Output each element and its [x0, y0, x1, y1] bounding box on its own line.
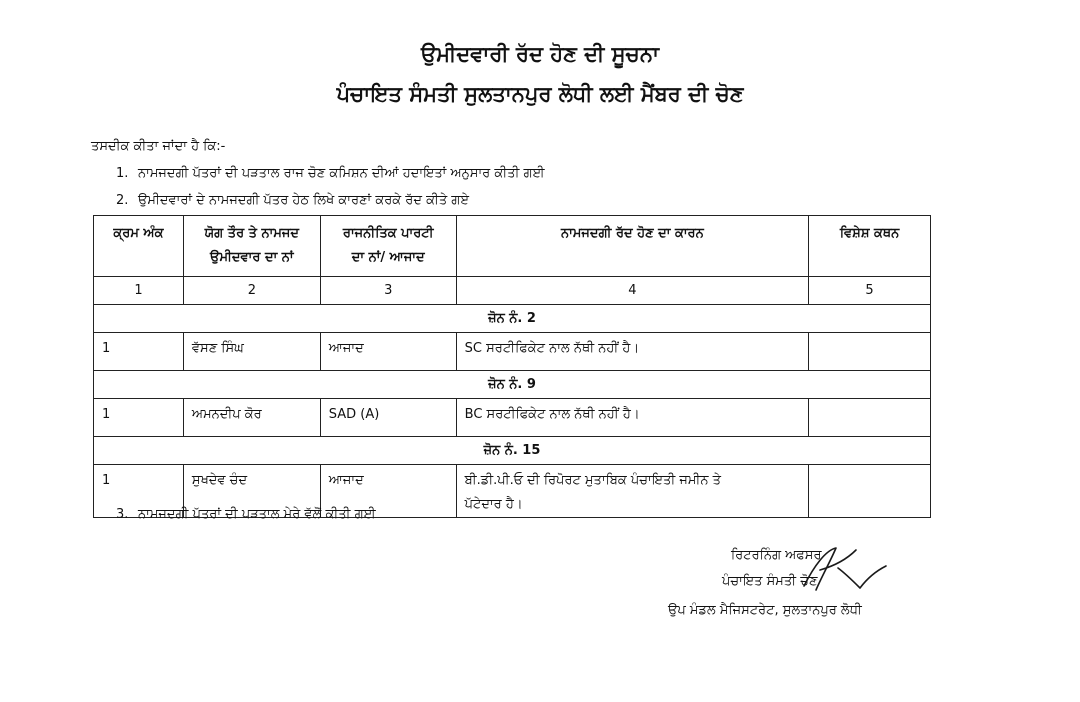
cell-remarks [809, 399, 931, 437]
zone-row [94, 437, 931, 465]
column-number-row [94, 277, 931, 305]
column-number: 2 [183, 277, 320, 305]
cell-serial: 1 [94, 399, 184, 437]
point-2 [116, 193, 469, 208]
column-number: 1 [94, 277, 184, 305]
point-1 [116, 166, 545, 181]
cell-party: SAD (A) [320, 399, 456, 437]
point-text: ਉਮੀਦਵਾਰਾਂ ਦੇ ਨਾਮਜਦਗੀ ਪੱਤਰ ਹੇਠ ਲਿਖੇ ਕਾਰਣਾਂ ਕਰਕੇ ਰੱਦ ਕੀਤੇ ਗਏ [138, 193, 469, 208]
cell-remarks [809, 465, 931, 518]
header-reason: ਨਾਮਜਦਗੀ ਰੱਦ ਹੋਣ ਦਾ ਕਾਰਨ [456, 216, 808, 277]
header-remarks: ਵਿਸ਼ੇਸ਼ ਕਥਨ [809, 216, 931, 277]
cell-candidate-name: ਅਮਨਦੀਪ ਕੋਰ [183, 399, 320, 437]
header-candidate-name: ਯੋਗ ਤੌਰ ਤੇ ਨਾਮਜਦ ਉਮੀਦਵਾਰ ਦਾ ਨਾਂ [183, 216, 320, 277]
zone-label: ਜ਼ੋਨ ਨੰ. 9 [94, 371, 931, 399]
cell-reason: ਬੀ.ਡੀ.ਪੀ.ਓ ਦੀ ਰਿਪੋਰਟ ਮੁਤਾਬਿਕ ਪੰਚਾਇਤੀ ਜਮੀਨ ਤੇ ਪੱਟੇਦਾਰ ਹੈ। [456, 465, 808, 518]
zone-label: ਜ਼ੋਨ ਨੰ. 2 [94, 305, 931, 333]
cell-serial: 1 [94, 465, 184, 518]
point-3 [116, 507, 376, 522]
header-serial: ਕ੍ਰਮ ਅੰਕ [94, 216, 184, 277]
table-header-row [94, 216, 931, 277]
intro-text: ਤਸਦੀਕ ਕੀਤਾ ਜਾਂਦਾ ਹੈ ਕਿ:- [91, 139, 226, 154]
point-number: 3. [116, 507, 129, 522]
cell-reason: SC ਸਰਟੀਫਿਕੇਟ ਨਾਲ ਨੱਥੀ ਨਹੀਂ ਹੈ। [456, 333, 808, 371]
zone-label: ਜ਼ੋਨ ਨੰ. 15 [94, 437, 931, 465]
cell-candidate-name: ਸੁਖਦੇਵ ਚੰਦ [183, 465, 320, 518]
cell-remarks [809, 333, 931, 371]
cell-reason: BC ਸਰਟੀਫਿਕੇਟ ਨਾਲ ਨੱਥੀ ਨਹੀਂ ਹੈ। [456, 399, 808, 437]
cell-party: ਆਜਾਦ [320, 333, 456, 371]
header-party: ਰਾਜਨੀਤਿਕ ਪਾਰਟੀ ਦਾ ਨਾਂ/ ਆਜਾਦ [320, 216, 456, 277]
zone-row [94, 305, 931, 333]
signatory-office: ਉਪ ਮੰਡਲ ਮੈਜਿਸਟਰੇਟ, ਸੁਲਤਾਨਪੁਰ ਲੋਧੀ [668, 603, 862, 618]
point-number: 2. [116, 193, 129, 208]
page-title: ਉਮੀਦਵਾਰੀ ਰੱਦ ਹੋਣ ਦੀ ਸੂਚਨਾ [421, 42, 659, 66]
point-number: 1. [116, 166, 129, 181]
rejection-table [93, 215, 931, 518]
point-text: ਨਾਮਜਦਗੀ ਪੱਤਰਾਂ ਦੀ ਪੜਤਾਲ ਰਾਜ ਚੋਣ ਕਮਿਸ਼ਨ ਦੀਆਂ ਹਦਾਇਤਾਂ ਅਨੁਸਾਰ ਕੀਤੀ ਗਈ [138, 166, 545, 181]
signatory-designation: ਰਿਟਰਨਿੰਗ ਅਫਸਰ [731, 548, 822, 563]
cell-candidate-name: ਵੱਸਣ ਸਿੰਘ [183, 333, 320, 371]
zone-row [94, 371, 931, 399]
table-row [94, 333, 931, 371]
cell-serial: 1 [94, 333, 184, 371]
column-number: 5 [809, 277, 931, 305]
column-number: 3 [320, 277, 456, 305]
point-text: ਨਾਮਜਦਗੀ ਪੱਤਰਾਂ ਦੀ ਪੜਤਾਲ ਮੇਰੇ ਵੱਲੋਂ ਕੀਤੀ ਗਈ [138, 507, 376, 522]
page-subtitle: ਪੰਚਾਇਤ ਸੰਮਤੀ ਸੁਲਤਾਨਪੁਰ ਲੋਧੀ ਲਈ ਮੈਂਬਰ ਦੀ ਚੋਣ [336, 82, 744, 106]
signatory-body: ਪੰਚਾਇਤ ਸੰਮਤੀ ਚੋਣ [722, 574, 818, 589]
table-row [94, 399, 931, 437]
column-number: 4 [456, 277, 808, 305]
handwritten-signature [790, 540, 900, 600]
cell-party: ਆਜਾਦ [320, 465, 456, 518]
